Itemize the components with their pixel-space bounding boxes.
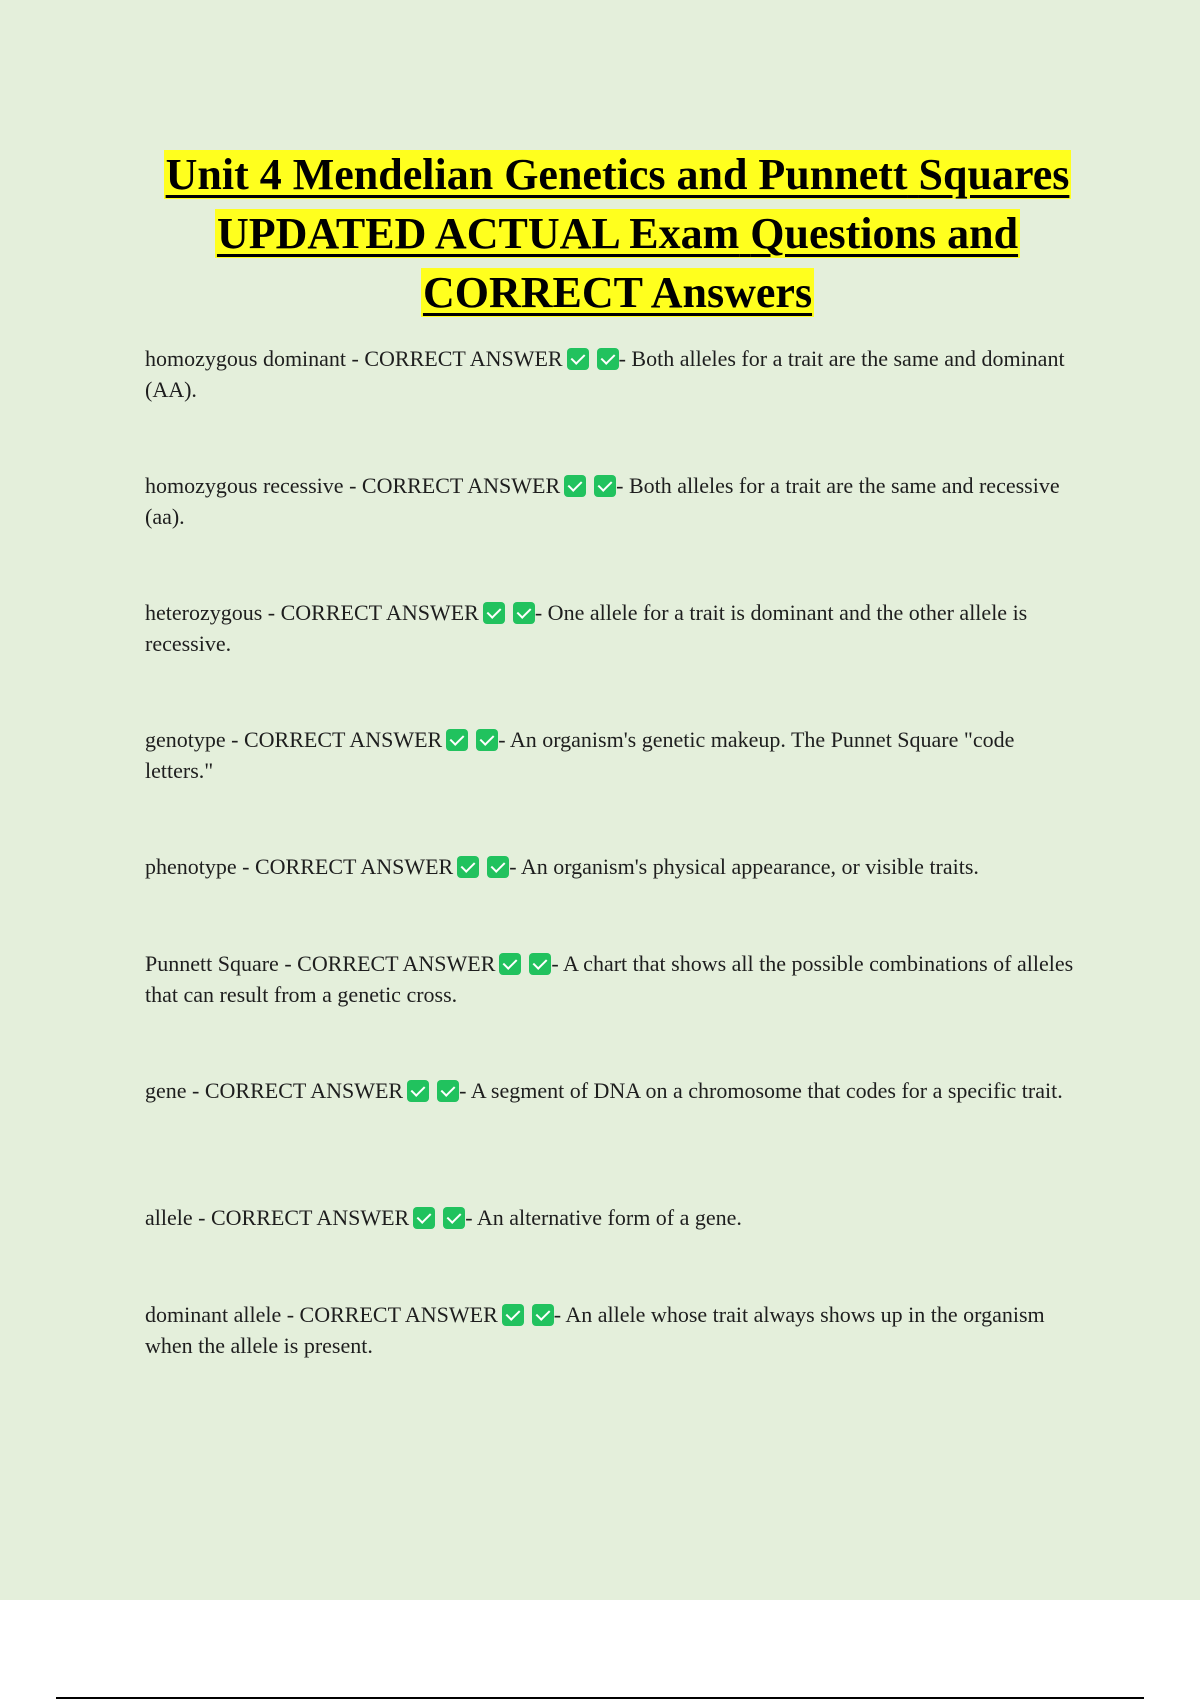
check-box-icon	[457, 856, 479, 878]
answer-entry	[145, 851, 1085, 948]
entry-definition: - An alternative form of a gene.	[465, 1205, 742, 1230]
check-box-icon	[597, 348, 619, 370]
entry-separator: - CORRECT ANSWER	[346, 346, 563, 371]
entry-term: gene	[145, 1078, 187, 1103]
entry-separator: - CORRECT ANSWER	[192, 1205, 410, 1230]
title-line-2: Squares UPDATED ACTUAL Exam	[216, 150, 1070, 258]
entry-definition: - Both alleles for a trait are the same and dominant (AA).	[145, 346, 1065, 402]
check-box-icon	[529, 953, 551, 975]
answer-entry	[145, 724, 1085, 851]
answer-list	[145, 343, 1085, 1426]
entry-definition: - A chart that shows all the possible combinations of alleles that can result from a genetic cross.	[145, 951, 1074, 1007]
entry-separator: - CORRECT ANSWER	[225, 727, 443, 752]
check-box-icon	[567, 348, 589, 370]
check-box-icon	[443, 1207, 465, 1229]
check-box-icon	[413, 1207, 435, 1229]
check-box-icon	[437, 1080, 459, 1102]
entry-term: phenotype	[145, 854, 237, 879]
check-box-icon	[499, 953, 521, 975]
check-box-icon	[483, 602, 505, 624]
check-box-icon	[446, 729, 468, 751]
answer-entry	[145, 1202, 1085, 1299]
entry-separator: - CORRECT ANSWER	[236, 854, 454, 879]
entry-separator: - CORRECT ANSWER	[262, 600, 479, 625]
answer-entry	[145, 948, 1085, 1075]
check-box-icon	[513, 602, 535, 624]
check-box-icon	[594, 475, 616, 497]
entry-separator: - CORRECT ANSWER	[186, 1078, 404, 1103]
entry-term: Punnett Square	[145, 951, 279, 976]
check-box-icon	[564, 475, 586, 497]
title-line-3: Questions and CORRECT Answers	[422, 209, 1019, 317]
check-box-icon	[476, 729, 498, 751]
entry-separator: - CORRECT ANSWER	[278, 951, 496, 976]
answer-entry	[145, 343, 1085, 470]
entry-term: allele	[145, 1205, 193, 1230]
entry-term: homozygous recessive	[145, 473, 344, 498]
check-box-icon	[407, 1080, 429, 1102]
entry-term: homozygous dominant	[145, 346, 347, 371]
entry-definition: - One allele for a trait is dominant and the other allele is recessive.	[145, 600, 1028, 656]
check-box-icon	[532, 1304, 554, 1326]
check-box-icon	[502, 1304, 524, 1326]
title-line-1: Unit 4 Mendelian Genetics and Punnett	[165, 150, 908, 199]
check-box-icon	[487, 856, 509, 878]
answer-entry	[145, 597, 1085, 724]
entry-term: dominant allele	[145, 1302, 282, 1327]
entry-definition: - Both alleles for a trait are the same and recessive (aa).	[145, 473, 1060, 529]
entry-separator: - CORRECT ANSWER	[281, 1302, 498, 1327]
entry-term: genotype	[145, 727, 226, 752]
entry-definition: - An allele whose trait always shows up in the organism when the allele is present.	[145, 1302, 1045, 1358]
entry-definition: - A segment of DNA on a chromosome that codes for a specific trait.	[459, 1078, 1063, 1103]
entry-definition: - An organism's physical appearance, or visible traits.	[509, 854, 979, 879]
answer-entry	[145, 1299, 1085, 1426]
answer-entry	[145, 470, 1085, 597]
entry-definition: - An organism's genetic makeup. The Punnet Square "code letters."	[145, 727, 1015, 783]
document-title	[150, 145, 1085, 322]
entry-term: heterozygous	[145, 600, 263, 625]
footer-divider	[56, 1697, 1144, 1699]
answer-entry	[145, 1075, 1085, 1202]
entry-separator: - CORRECT ANSWER	[343, 473, 561, 498]
